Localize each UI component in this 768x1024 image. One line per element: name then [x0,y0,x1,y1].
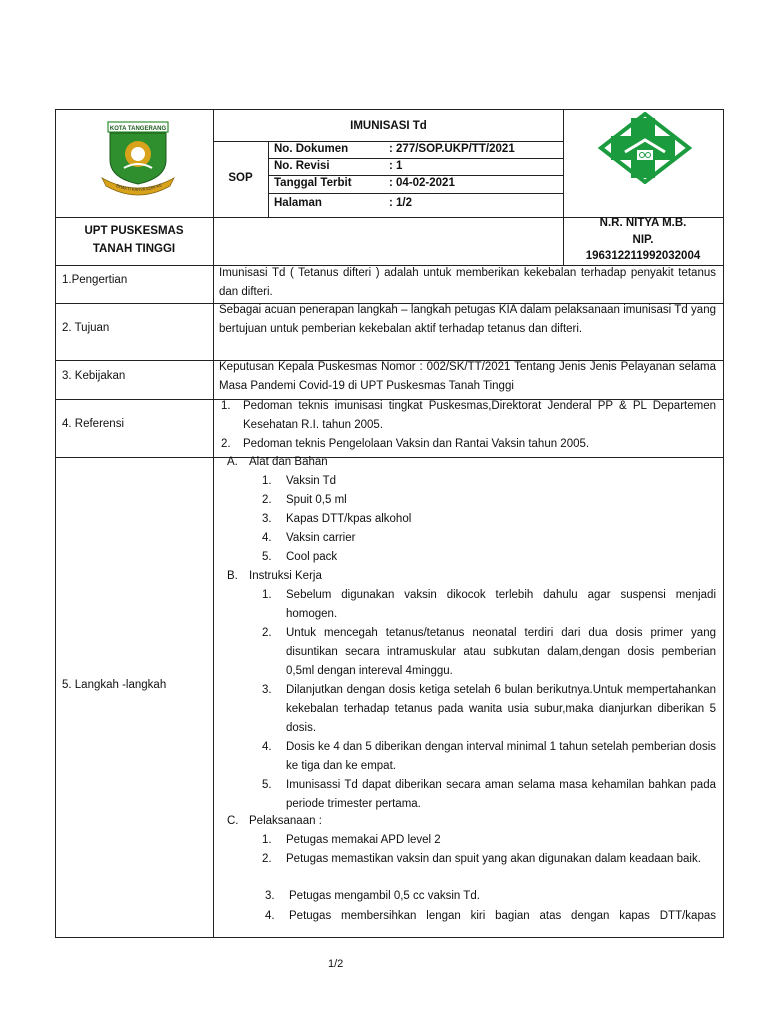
langkah-c-title: Pelaksanaan : [249,815,322,827]
section-label-kebijakan: 3. Kebijakan [62,370,126,382]
section-label-pengertian: 1.Pengertian [62,274,128,286]
pelaksanaan-num-3: 3. [265,890,275,902]
pelaksanaan-item-1: Petugas memakai APD level 2 [286,834,441,846]
alat-item-2: Spuit 0,5 ml [286,494,347,506]
referensi-num-2: 2. [221,438,231,450]
instruksi-item-4: Dosis ke 4 dan 5 diberikan dengan interval minimal 1 tahun setelah pemberian dosis ke tiga dan ke empat. [286,741,716,772]
pelaksanaan-num-2: 2. [262,853,272,865]
langkah-a-letter: A. [227,456,238,468]
section-label-tujuan: 2. Tujuan [62,322,110,334]
field-label-tanggal: Tanggal Terbit [274,177,352,189]
field-label-dokumen: No. Dokumen [274,143,349,155]
instruksi-item-3: Dilanjutkan dengan dosis ketiga setelah 6 bulan berikutnya.Untuk mempertahankan kekebalan terhadap tetanus pada wanita usia subur,maka dianjurkan diberikan 5 dosis. [286,684,716,734]
alat-num-1: 1. [262,475,272,487]
table-border-bottom [55,937,724,938]
table-border-top [55,109,724,110]
divider-row5 [55,457,724,458]
puskesmas-logo [597,112,693,184]
instruksi-num-3: 3. [262,684,272,696]
sop-label: SOP [228,172,253,184]
langkah-b-title: Instruksi Kerja [249,570,322,582]
crest-top-text: KOTA TANGERANG [109,126,167,132]
crest-motto: BHAKTI KARYA ADHI KE [115,182,163,193]
doc-title: IMUNISASI Td [350,120,427,132]
instruksi-num-4: 4. [262,741,272,753]
org-name-line1: UPT PUSKESMAS [84,225,184,237]
alat-item-1: Vaksin Td [286,475,337,487]
referensi-num-1: 1. [221,400,231,412]
instruksi-item-1: Sebelum digunakan vaksin dikocok terlebih dahulu agar suspensi menjadi homogen. [286,589,716,620]
signer-name: N.R. NITYA M.B. [599,217,687,229]
table-border-right [723,109,724,938]
alat-item-3: Kapas DTT/kpas alkohol [286,513,412,525]
instruksi-num-5: 5. [262,779,272,791]
pelaksanaan-num-4: 4. [265,910,275,922]
signer-nip: 196312211992032004 [585,250,701,262]
section-text-tujuan: Sebagai acuan penerapan langkah – langkah petugas KIA dalam pelaksanaan imunisasi Td yang bertujuan untuk pemberian kekebalan aktif terhadap tetanus dan difteri. [219,304,716,335]
section-label-langkah: 5. Langkah -langkah [62,679,167,691]
instruksi-num-1: 1. [262,589,272,601]
city-crest-logo [96,120,182,196]
field-value-dokumen: : 277/SOP.UKP/TT/2021 [389,143,515,155]
pelaksanaan-item-4: Petugas membersihkan lengan kiri bagian atas dengan kapas DTT/kapas [289,910,716,922]
pelaksanaan-num-1: 1. [262,834,272,846]
langkah-c-letter: C. [227,815,239,827]
pelaksanaan-item-3: Petugas mengambil 0,5 cc vaksin Td. [289,890,480,902]
section-text-pengertian: Imunisasi Td ( Tetanus difteri ) adalah untuk memberikan kekebalan terhadap penyakit tetanus dan difteri. [219,267,716,298]
alat-num-2: 2. [262,494,272,506]
field-label-revisi: No. Revisi [274,160,330,172]
instruksi-num-2: 2. [262,627,272,639]
alat-item-5: Cool pack [286,551,338,563]
divider-sop [268,141,269,217]
pelaksanaan-item-2: Petugas memastikan vaksin dan spuit yang akan digunakan dalam keadaan baik. [286,853,701,865]
langkah-a-title: Alat dan Bahan [249,456,328,468]
alat-item-4: Vaksin carrier [286,532,356,544]
field-value-revisi: : 1 [389,160,403,172]
field-value-halaman: : 1/2 [389,197,413,209]
field-label-halaman: Halaman [274,197,322,209]
instruksi-item-2: Untuk mencegah tetanus/tetanus neonatal terdiri dari dua dosis primer yang disuntikan secara intramuskular atau subkutan dalam,dengan dosis pemberian 0,5ml dengan intereval 4minggu. [286,627,716,677]
instruksi-item-5: Imunisassi Td dapat diberikan secara aman selama masa kehamilan bahkan pada periode trimester pertama. [286,779,716,810]
divider-left-col-lower [213,457,214,938]
field-value-tanggal: : 04-02-2021 [389,177,455,189]
section-text-kebijakan: Keputusan Kepala Puskesmas Nomor : 002/SK/TT/2021 Tentang Jenis Jenis Pelayanan selama Masa Pandemi Covid-19 di UPT Puskesmas Tanah Tinggi [219,361,716,392]
alat-num-3: 3. [262,513,272,525]
referensi-text-2: Pedoman teknis Pengelolaan Vaksin dan Rantai Vaksin tahun 2005. [243,438,590,450]
divider-left-col [213,109,214,458]
alat-num-4: 4. [262,532,272,544]
langkah-b-letter: B. [227,570,238,582]
alat-num-5: 5. [262,551,272,563]
signer-nip-label: NIP. [632,234,654,246]
page-number: 1/2 [328,958,344,970]
org-name-line2: TANAH TINGGI [92,243,176,255]
section-label-referensi: 4. Referensi [62,418,125,430]
referensi-text-1: Pedoman teknis imunisasi tingkat Puskesmas,Direktorat Jenderal PP & PL Departemen Kesehatan R.I. tahun 2005. [243,400,716,431]
